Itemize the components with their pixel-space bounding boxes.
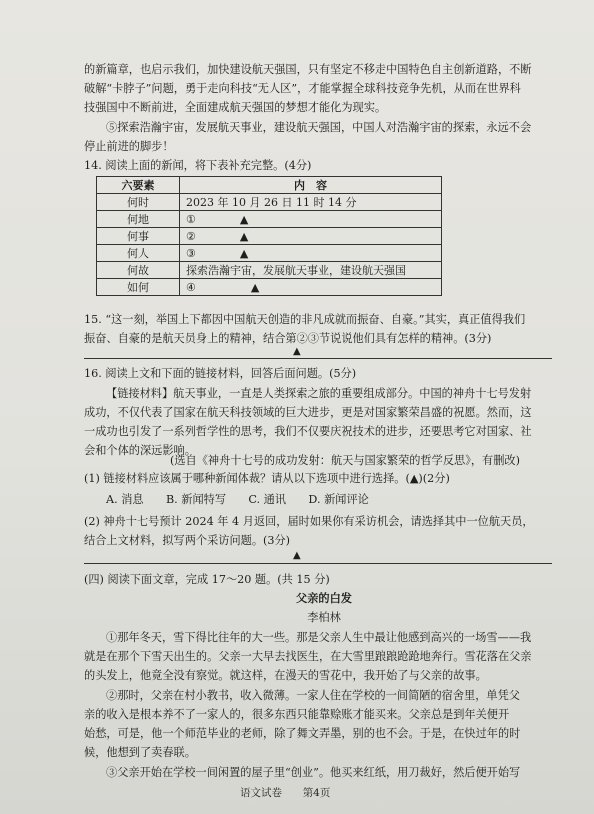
question-16-2: (2) 神舟十七号预计 2024 年 4 月返回，届时如果你有采访机会，请选择其中一位航天员， [84, 515, 534, 528]
table-value-cell: ④ ▲ [180, 279, 442, 296]
article-line: 的头发上，他竟全没有察觉。就这样，在漫天的雪花中，我开始了与父亲的故事。 [84, 669, 487, 682]
answer-line[interactable] [84, 358, 552, 359]
linked-material: 一成功也引发了一系列哲学性的思考，我们不仅要庆祝技术的进步，还要思考它对国家、社 [84, 425, 532, 438]
table-row [97, 279, 442, 296]
article-line: 亲的收入是根本养不了一家人的，很多东西只能靠赊账才能买来。父亲总是到年关便开 [84, 708, 510, 721]
table-key-cell: 何事 [97, 228, 180, 245]
footer-page-number: 第4页 [302, 787, 331, 799]
question-14-prompt: 14. 阅读上面的新闻，将下表补充完整。(4分) [84, 159, 312, 172]
answer-marker: ▲ [293, 550, 301, 561]
article-line: 候，他想到了卖春联。 [84, 746, 196, 759]
answer-line[interactable] [84, 563, 552, 564]
article-paragraph-2: ②那时，父亲在村小教书，收入微薄。一家人住在学校的一间简陋的宿舍里，单凭父 [106, 689, 520, 702]
table-row [97, 194, 442, 211]
table-key-cell: 何故 [97, 262, 180, 279]
table-value-cell: ③ ▲ [180, 245, 442, 262]
table-key-cell: 何人 [97, 245, 180, 262]
table-value-cell: 2023 年 10 月 26 日 11 时 14 分 [180, 194, 442, 211]
article-paragraph-5: ⑤探索浩瀚宇宙，发展航天事业，建设航天强国，中国人对浩瀚宇宙的探索，永远不会 [106, 121, 532, 134]
question-15-prompt: 振奋、自豪的是航天员身上的精神，结合第②③节说说他们具有怎样的精神。(3分) [84, 332, 492, 345]
table-row [97, 228, 442, 245]
answer-marker: ▲ [293, 346, 301, 357]
table-value-cell: 探索浩瀚宇宙，发展航天事业，建设航天强国 [180, 262, 442, 279]
material-source: (选自《神舟十七号的成功发射：航天与国家繁荣的哲学反思》，有删改) [170, 454, 520, 467]
linked-material: 【链接材料】航天事业，一直是人类探索之旅的重要组成部分。中国的神舟十七号发射 [106, 387, 532, 400]
linked-material: 会和个体的深远影响。 [84, 444, 196, 457]
article-line: 破解“卡脖子”问题，勇于走向科技“无人区”，才能掌握全球科技竞争先机，从而在世界科 [84, 82, 521, 95]
article-line: 的新篇章，也启示我们，加快建设航天强国，只有坚定不移走中国特色自主创新道路，不断 [84, 63, 532, 76]
footer-subject: 语文试卷 [240, 787, 282, 799]
article-paragraph-1: ①那年冬天，雪下得比往年的大一些。那是父亲人生中最让他感到高兴的一场雪——我 [106, 631, 532, 644]
question-16-prompt: 16. 阅读上文和下面的链接材料，回答后面问题。(5分) [84, 367, 357, 380]
table-header-row [97, 177, 442, 194]
question-16-1-options: A. 消息 B. 新闻特写 C. 通讯 D. 新闻评论 [106, 493, 369, 506]
question-15-prompt: 15. “这一刻，举国上下都因中国航天创造的非凡成就而振奋、自豪。”其实，真正值得我们 [84, 313, 526, 326]
article-title: 父亲的白发 [296, 591, 352, 605]
table-key-cell: 如何 [97, 279, 180, 296]
article-line: 技强国中不断前进，全面建成航天强国的梦想才能化为现实。 [84, 101, 387, 114]
table-key-cell: 何时 [97, 194, 180, 211]
article-line: 就是在那个下雪天出生的。父亲一大早去找医生，在大雪里踉踉跄跄地奔行。雪花落在父亲 [84, 650, 532, 663]
question-16-1: (1) 链接材料应该属于哪种新闻体裁？请从以下选项中进行选择。(▲)(2分) [84, 472, 450, 485]
article-author: 李柏林 [307, 611, 341, 624]
article-line: 停止前进的脚步！ [84, 140, 174, 153]
table-row [97, 262, 442, 279]
table-value-cell: ① ▲ [180, 211, 442, 228]
table-header-cell: 内 容 [180, 177, 442, 194]
article-paragraph-3: ③父亲开始在学校一间闲置的屋子里“创业”。他买来红纸，用刀裁好，然后便开始写 [106, 766, 521, 779]
table-value-cell: ② ▲ [180, 228, 442, 245]
table-key-cell: 何地 [97, 211, 180, 228]
page-footer [240, 784, 380, 803]
table-row [97, 245, 442, 262]
section-4-heading: (四) 阅读下面文章，完成 17～20 题。(共 15 分) [84, 573, 330, 586]
table-row [97, 211, 442, 228]
article-line: 始愁，可是，他一个师范毕业的老师，除了舞文弄墨，别的也不会。于是，在快过年的时 [84, 727, 521, 740]
question-16-2: 结合上文材料，拟写两个采访问题。(3分) [84, 534, 291, 547]
linked-material: 成功，不仅代表了国家在航天科技领域的巨大进步，更是对国家繁荣昌盛的祝愿。然而，这 [84, 406, 532, 419]
table-header-cell: 六要素 [97, 177, 180, 194]
six-elements-table [96, 176, 442, 296]
